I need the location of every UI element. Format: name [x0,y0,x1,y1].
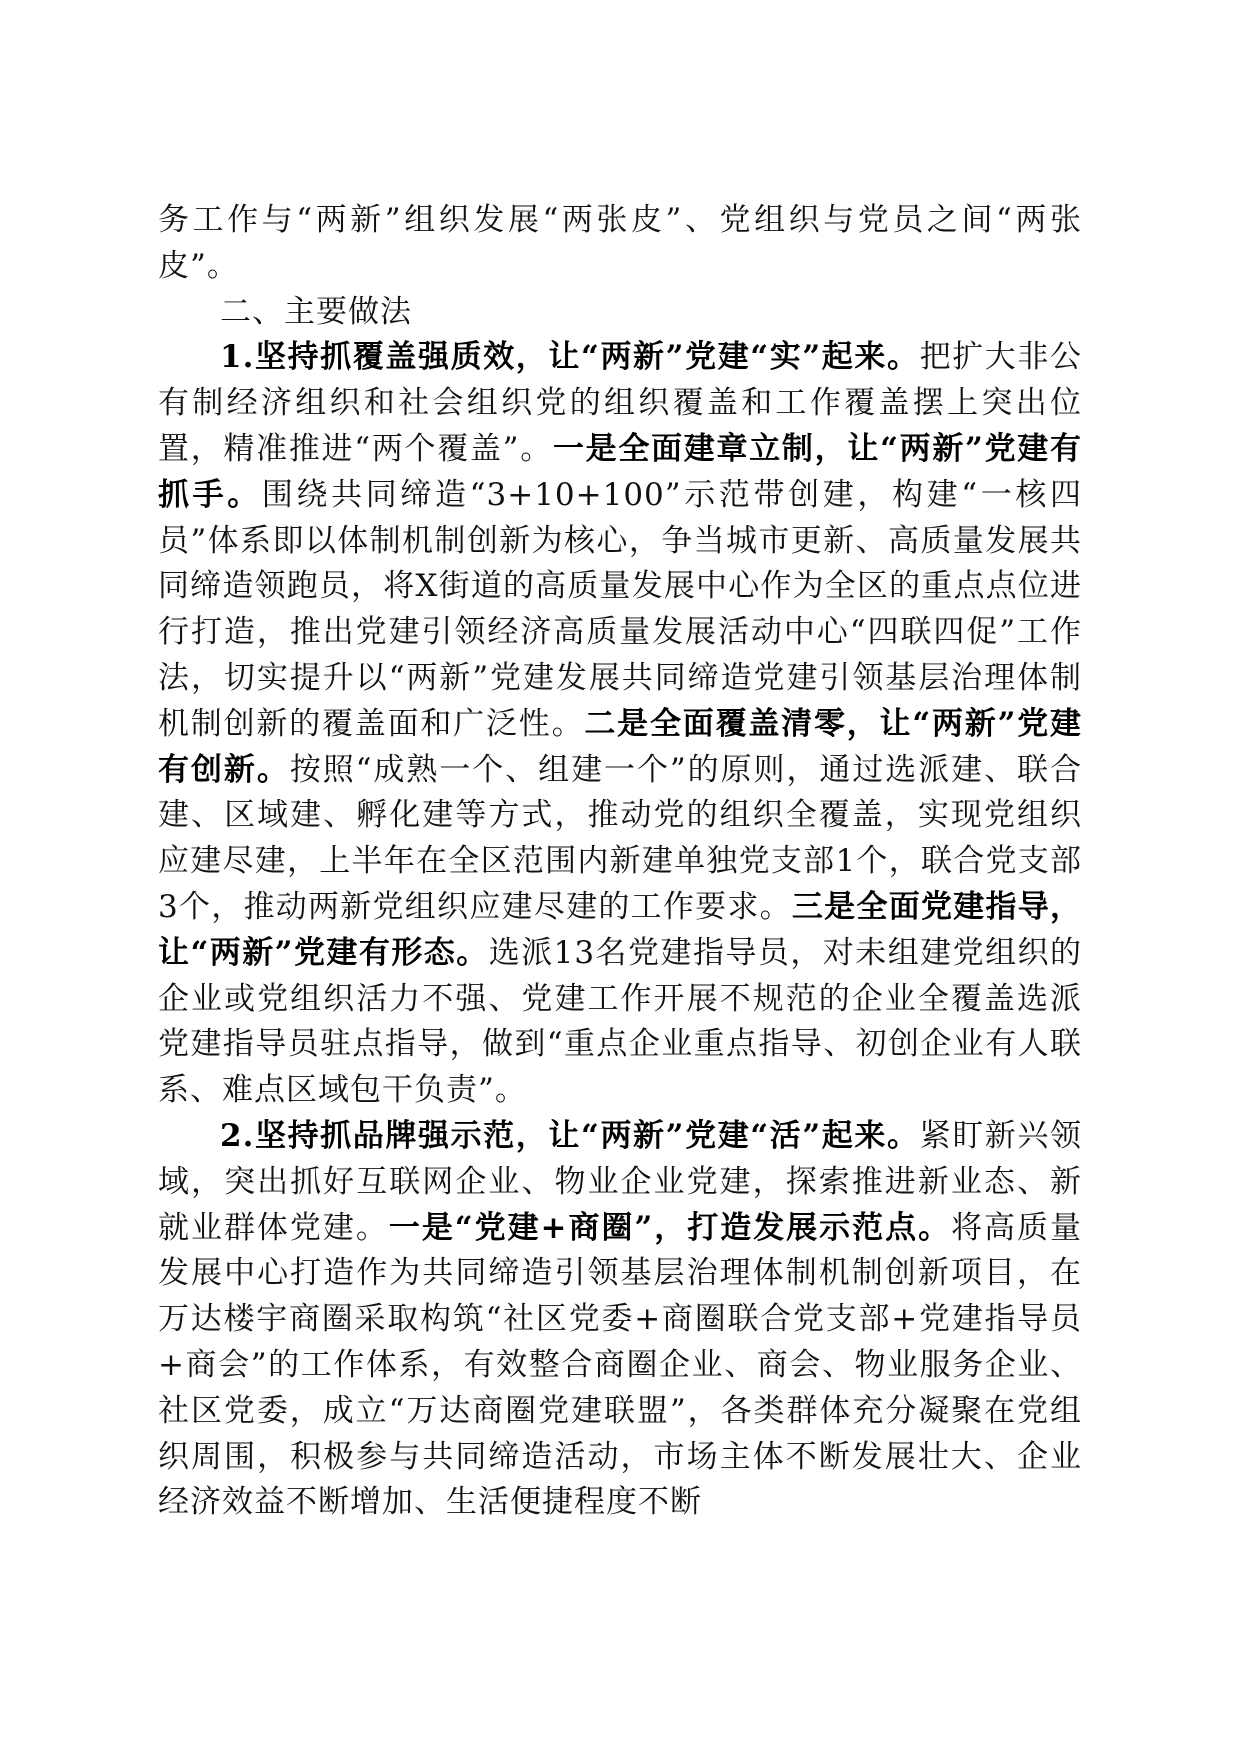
document-body [158,198,1082,1526]
subpoint-title: 一是全面建章立制，让“两新”党建有抓手。 [158,430,1082,513]
paragraph-text: 紧盯新兴领域，突出抓好互联网企业、物业企业党建，探索推进新业态、新就业群体党建。 [158,1117,1083,1246]
paragraph-title: 2.坚持抓品牌强示范，让“两新”党建“活”起来。 [220,1117,920,1154]
paragraph-text: 务工作与“两新”组织发展“两张皮”、党组织与党员之间“两张皮”。 [158,202,1082,284]
subpoint-title: 三是全面党建指导，让“两新”党建有形态。 [158,888,1082,971]
subpoint-text: 围绕共同缔造“3+10+100”示范带创建，构建“一核四员”体系即以体制机制创新为核心，争当城市更新、高质量发展共同缔造领跑员，将X街道的高质量发展中心作为全区的重点点位进行打造，推出党建引领经济高质量发展活动中心“四联四促”工作法，切实提升以“两新”党建发展共同缔造党建引领基层治理体制机制创新的覆盖面和广泛性。 [158,476,1082,742]
section-heading [158,290,1082,336]
section-heading-text: 二、主要做法 [220,293,412,330]
paragraph-text: 把扩大非公有制经济组织和社会组织党的组织覆盖和工作覆盖摆上突出位置，精准推进“两个覆盖”。 [158,339,1083,467]
paragraph-title: 1.坚持抓覆盖强质效，让“两新”党建“实”起来。 [220,339,920,376]
subpoint-text: 选派13名党建指导员，对未组建党组织的企业或党组织活力不强、党建工作开展不规范的企业全覆盖选派党建指导员驻点指导，做到“重点企业重点指导、初创企业有人联系、难点区域包干负责”。 [158,934,1082,1109]
subpoint-title: 一是“党建+商圈”，打造发展示范点。 [388,1209,952,1246]
subpoint-text: 将高质量发展中心打造作为共同缔造引领基层治理体制机制创新项目，在万达楼宇商圈采取构筑“社区党委+商圈联合党支部+党建指导员+商会”的工作体系，有效整合商圈企业、商会、物业服务企业、社区党委，成立“万达商圈党建联盟”，各类群体充分凝聚在党组织周围，积极参与共同缔造活动，市场主体不断发展壮大、企业经济效益不断增加、生活便捷程度不断 [158,1209,1083,1521]
subpoint-text: 按照“成熟一个、组建一个”的原则，通过选派建、联合建、区域建、孵化建等方式，推动党的组织全覆盖，实现党组织应建尽建，上半年在全区范围内新建单独党支部1个，联合党支部3个，推动两新党组织应建尽建的工作要求。 [158,751,1082,925]
paragraph-brand [158,1114,1082,1526]
subpoint-title: 二是全面覆盖清零，让“两新”党建有创新。 [158,705,1082,788]
paragraph-coverage [158,335,1082,1114]
paragraph-continued [158,198,1082,290]
